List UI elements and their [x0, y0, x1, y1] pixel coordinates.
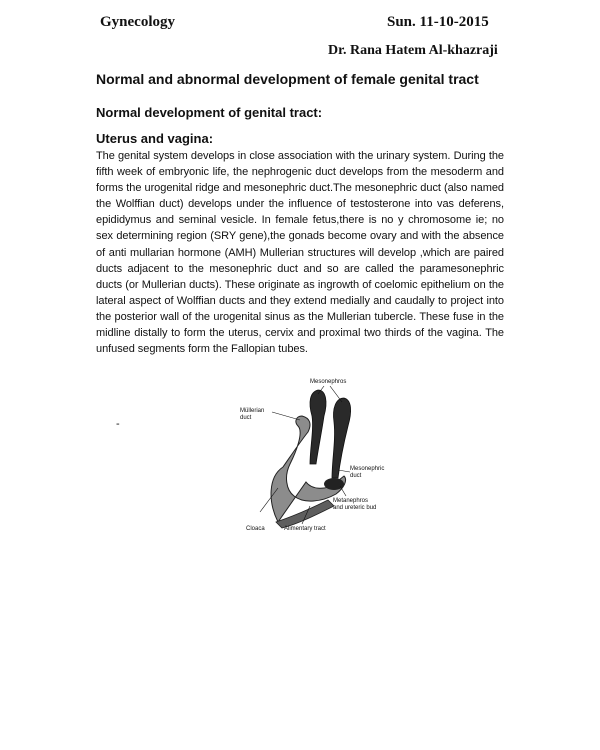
leader-line	[338, 470, 350, 472]
label-mesonephric-1: Mesonephric	[350, 466, 385, 472]
label-alimentary: Alimentary tract	[284, 526, 326, 532]
label-mullerian-2: duct	[240, 415, 252, 421]
subsection-heading: Uterus and vagina:	[96, 131, 214, 146]
label-mullerian-1: Müllerian	[240, 408, 265, 414]
author-name: Dr. Rana Hatem Al-khazraji	[328, 43, 498, 58]
document-title: Normal and abnormal development of female genital tract	[96, 71, 479, 87]
label-metanephros-1: Metanephros	[333, 498, 369, 504]
left-mesonephros-shape	[310, 390, 326, 464]
label-mesonephric-2: duct	[350, 473, 362, 479]
leader-line	[272, 412, 300, 420]
embryo-figure	[238, 372, 388, 534]
leader-line	[330, 386, 342, 402]
label-mesonephros: Mesonephros	[310, 379, 347, 385]
right-mesonephros-shape	[332, 398, 351, 478]
label-metanephros-2: and ureteric bud	[333, 505, 377, 511]
embryo-diagram	[238, 372, 388, 534]
subject-header: Gynecology	[100, 14, 175, 30]
stray-mark: -	[116, 418, 120, 430]
section-heading: Normal development of genital tract:	[96, 105, 323, 120]
label-cloaca: Cloaca	[246, 526, 265, 532]
date-header: Sun. 11-10-2015	[387, 14, 489, 30]
body-paragraph: The genital system develops in close association with the urinary system. During the fifth week of embryonic life, the nephrogenic duct develops from the mesoderm and forms the urogenital ridge and mesonephric duct.The mesonephric duct (also named the Wolffian duct) develops under the influence of testosterone into vas deferens, epididymus and seminal vesicle. In female fetus,there is no y chromosome ie; no sex determining region (SRY gene),the gonads become ovary and with the absence of anti mullarian hormone (AMH) Mullerian structures will develop ,which are paired ducts adjacent to the mesonephric duct and so are called the paramesonephric ducts (or Mullerian ducts). These originate as ingrowth of coelomic epithelium on the lateral aspect of Wolffian ducts and they extend medially and caudally to project into the posterior wall of the urogenital sinus as the Mullerian tubercle. These fuse in the midline distally to form the uterus, cervix and proximal two thirds of the vagina. The unfused segments form the Fallopian tubes.	[96, 150, 504, 356]
